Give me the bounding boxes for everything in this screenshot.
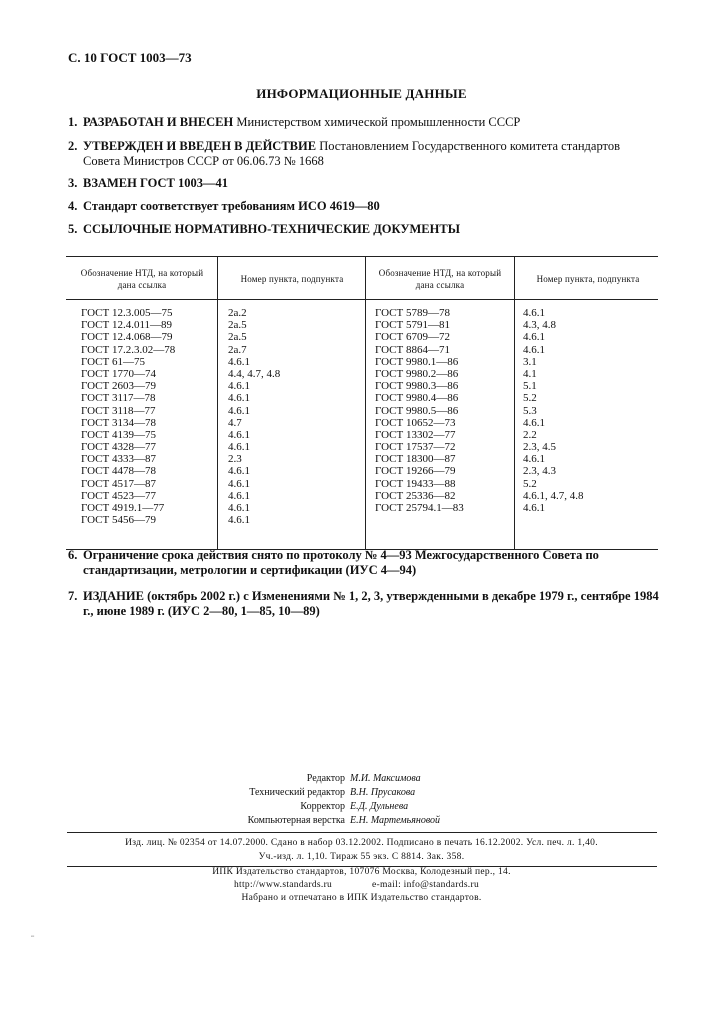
item-text: (октябрь 2002 г.) с Изменениями № 1, 2, 3, утвержденными в декабре 1979 г., сентябре 1984 г., июне 1989 г. (ИУС 2—80, 1—85, 10—89)	[83, 589, 659, 618]
info-item-5	[68, 222, 660, 237]
info-item-4	[68, 199, 660, 214]
header-right-point: Номер пункта, подпункта	[536, 274, 640, 284]
table-cell-point: 4.6.1	[228, 380, 250, 393]
publisher-contacts	[0, 879, 723, 892]
table-cell-doc: ГОСТ 18300—87	[375, 453, 456, 466]
table-cell-point: 4.1	[523, 367, 537, 380]
publisher-block	[0, 866, 723, 905]
table-cell-doc: ГОСТ 5791—81	[375, 319, 450, 332]
publisher-printed-note: Набрано и отпечатано в ИПК Издательство стандартов.	[241, 893, 482, 903]
info-item-6	[68, 548, 660, 578]
table-cell-point: 4.6.1	[228, 355, 250, 368]
table-cell-doc: ГОСТ 9980.2—86	[375, 367, 459, 380]
table-cell-point: 4.6.1	[228, 465, 250, 478]
item-text: Стандарт соответствует требованиям ИСО 4619—80	[83, 199, 380, 213]
table-cell-doc: ГОСТ 8864—71	[375, 343, 450, 356]
table-cell-doc: ГОСТ 3117—78	[81, 392, 156, 405]
table-cell-doc: ГОСТ 61—75	[81, 355, 145, 368]
table-cell-point: 5.1	[523, 380, 537, 393]
credit-row	[0, 786, 723, 800]
table-cell-point: 2.2	[523, 428, 537, 441]
table-cell-point: 2а.7	[228, 343, 247, 356]
credit-name: Е.Д. Дульнева	[350, 801, 409, 812]
table-cell-point: 4.6.1, 4.7, 4.8	[523, 489, 584, 502]
table-cell-point: 4.6.1	[228, 404, 250, 417]
table-cell-doc: ГОСТ 4139—75	[81, 428, 156, 441]
info-item-2	[68, 139, 660, 169]
column-right-docs	[375, 307, 464, 514]
credit-row	[0, 814, 723, 828]
item-number: 7.	[68, 589, 78, 603]
table-cell-point: 4.3, 4.8	[523, 319, 556, 332]
table-divider	[365, 256, 366, 549]
table-cell-point: 2а.5	[228, 319, 247, 332]
table-cell-point: 2а.2	[228, 307, 247, 319]
item-number: 1.	[68, 115, 78, 129]
table-cell-doc: ГОСТ 12.4.011—89	[81, 319, 173, 332]
credit-role: Редактор	[306, 773, 345, 784]
credit-role: Технический редактор	[249, 787, 345, 798]
info-item-3	[68, 176, 660, 191]
credit-role: Компьютерная верстка	[247, 815, 345, 826]
table-cell-doc: ГОСТ 5789—78	[375, 307, 450, 319]
table-cell-point: 4.7	[228, 416, 242, 429]
item-lead: ССЫЛОЧНЫЕ НОРМАТИВНО-ТЕХНИЧЕСКИЕ ДОКУМЕНТЫ	[83, 222, 460, 236]
table-cell-doc: ГОСТ 17.2.3.02—78	[81, 343, 176, 356]
table-cell-doc: ГОСТ 3134—78	[81, 416, 156, 429]
credit-row	[0, 772, 723, 786]
table-cell-point: 4.6.1	[228, 489, 250, 502]
table-cell-point: 4.6.1	[523, 502, 545, 514]
credit-name: В.Н. Прусакова	[350, 787, 416, 798]
table-cell-point: 4.6.1	[228, 441, 250, 454]
table-cell-point: 4.6.1	[523, 453, 545, 466]
table-cell-doc: ГОСТ 3118—77	[81, 404, 156, 417]
header-left-point: Номер пункта, подпункта	[240, 274, 344, 284]
table-rule-header	[66, 299, 658, 300]
info-item-1	[68, 115, 660, 130]
table-cell-point: 2.3, 4.5	[523, 441, 556, 454]
imprint-line-2: Уч.-изд. л. 1,10. Тираж 55 экз. С 8814. Зак. 358.	[258, 852, 465, 862]
column-right-points	[523, 307, 584, 514]
table-cell-doc: ГОСТ 2603—79	[81, 380, 156, 393]
column-left-docs	[81, 307, 175, 526]
table-cell-doc: ГОСТ 12.3.005—75	[81, 307, 173, 319]
table-cell-point: 4.6.1	[228, 477, 250, 490]
references-table	[66, 256, 658, 550]
table-cell-doc: ГОСТ 25336—82	[375, 489, 456, 502]
table-cell-point: 4.6.1	[228, 514, 250, 527]
table-divider	[217, 256, 218, 549]
table-cell-point: 4.6.1	[523, 343, 545, 356]
table-cell-point: 4.6.1	[523, 307, 545, 319]
publisher-website: http://www.standards.ru	[234, 880, 333, 890]
table-rule-top	[66, 256, 658, 257]
table-cell-doc: ГОСТ 10652—73	[375, 416, 456, 429]
table-cell-doc: ГОСТ 19266—79	[375, 465, 456, 478]
table-cell-doc: ГОСТ 13302—77	[375, 428, 456, 441]
item-lead: ВЗАМЕН ГОСТ 1003—41	[83, 176, 228, 190]
table-cell-point: 4.6.1	[228, 502, 250, 514]
credit-name: М.И. Максимова	[350, 773, 421, 784]
table-cell-point: 5.3	[523, 404, 537, 417]
table-cell-doc: ГОСТ 1770—74	[81, 367, 156, 380]
table-divider	[514, 256, 515, 549]
header-left-doc: Обозначение НТД, на который дана ссылка	[80, 268, 204, 290]
table-cell-point: 2.3	[228, 453, 242, 466]
table-cell-doc: ГОСТ 5456—79	[81, 514, 156, 527]
publisher-address: ИПК Издательство стандартов, 107076 Москва, Колодезный пер., 14.	[212, 867, 511, 877]
item-number: 5.	[68, 222, 78, 236]
table-cell-doc: ГОСТ 19433—88	[375, 477, 456, 490]
item-text: Постановлением Государственного комитета стандартов Совета Министров СССР от 06.06.73 № 1668	[83, 139, 621, 168]
item-text: Министерством химической промышленности СССР	[233, 115, 521, 129]
header-right-doc: Обозначение НТД, на который дана ссылка	[378, 268, 502, 290]
item-number: 2.	[68, 139, 78, 153]
table-cell-point: 5.2	[523, 477, 537, 490]
item-text: Ограничение срока действия снято по протоколу № 4—93 Межгосударственного Совета по стандартизации, метрологии и сертификации (ИУС 4—94)	[83, 548, 599, 577]
table-cell-doc: ГОСТ 9980.4—86	[375, 392, 459, 405]
item-number: 4.	[68, 199, 78, 213]
item-lead: РАЗРАБОТАН И ВНЕСЕН	[83, 115, 234, 129]
table-cell-point: 2а.5	[228, 331, 247, 344]
credits-block	[0, 772, 723, 828]
table-cell-point: 4.6.1	[228, 428, 250, 441]
table-cell-doc: ГОСТ 4478—78	[81, 465, 156, 478]
page-header: С. 10 ГОСТ 1003—73	[68, 50, 192, 65]
divider-rule	[67, 832, 657, 833]
table-cell-point: 5.2	[523, 392, 537, 405]
table-cell-point: 4.6.1	[523, 331, 545, 344]
table-cell-doc: ГОСТ 4333—87	[81, 453, 156, 466]
table-cell-point: 3.1	[523, 355, 537, 368]
table-cell-point: 2.3, 4.3	[523, 465, 556, 478]
scan-mark: ▪▪▪	[31, 934, 35, 938]
imprint-line-1: Изд. лиц. № 02354 от 14.07.2000. Сдано в набор 03.12.2002. Подписано в печать 16.12.2002. Усл. печ. л. 1,40.	[125, 838, 598, 848]
table-cell-doc: ГОСТ 4328—77	[81, 441, 156, 454]
credit-row	[0, 800, 723, 814]
table-cell-doc: ГОСТ 4919.1—77	[81, 502, 165, 514]
table-cell-point: 4.6.1	[228, 392, 250, 405]
item-number: 6.	[68, 548, 78, 562]
table-cell-point: 4.4, 4.7, 4.8	[228, 367, 281, 380]
credit-role: Корректор	[300, 801, 345, 812]
column-left-points	[228, 307, 280, 526]
table-cell-doc: ГОСТ 25794.1—83	[375, 502, 464, 514]
info-item-7	[68, 589, 660, 619]
table-cell-point: 4.6.1	[523, 416, 545, 429]
table-cell-doc: ГОСТ 9980.3—86	[375, 380, 459, 393]
table-cell-doc: ГОСТ 12.4.068—79	[81, 331, 173, 344]
section-title: ИНФОРМАЦИОННЫЕ ДАННЫЕ	[256, 86, 467, 101]
credit-name: Е.Н. Мартемьяновой	[350, 815, 441, 826]
item-number: 3.	[68, 176, 78, 190]
table-cell-doc: ГОСТ 6709—72	[375, 331, 450, 344]
publisher-email: e-mail: info@standards.ru	[372, 880, 479, 890]
table-cell-doc: ГОСТ 4517—87	[81, 477, 156, 490]
table-cell-doc: ГОСТ 9980.5—86	[375, 404, 459, 417]
table-cell-doc: ГОСТ 4523—77	[81, 489, 156, 502]
item-lead: УТВЕРЖДЕН И ВВЕДЕН В ДЕЙСТВИЕ	[83, 139, 317, 153]
table-cell-doc: ГОСТ 9980.1—86	[375, 355, 459, 368]
table-cell-doc: ГОСТ 17537—72	[375, 441, 456, 454]
item-lead: ИЗДАНИЕ	[83, 589, 144, 603]
